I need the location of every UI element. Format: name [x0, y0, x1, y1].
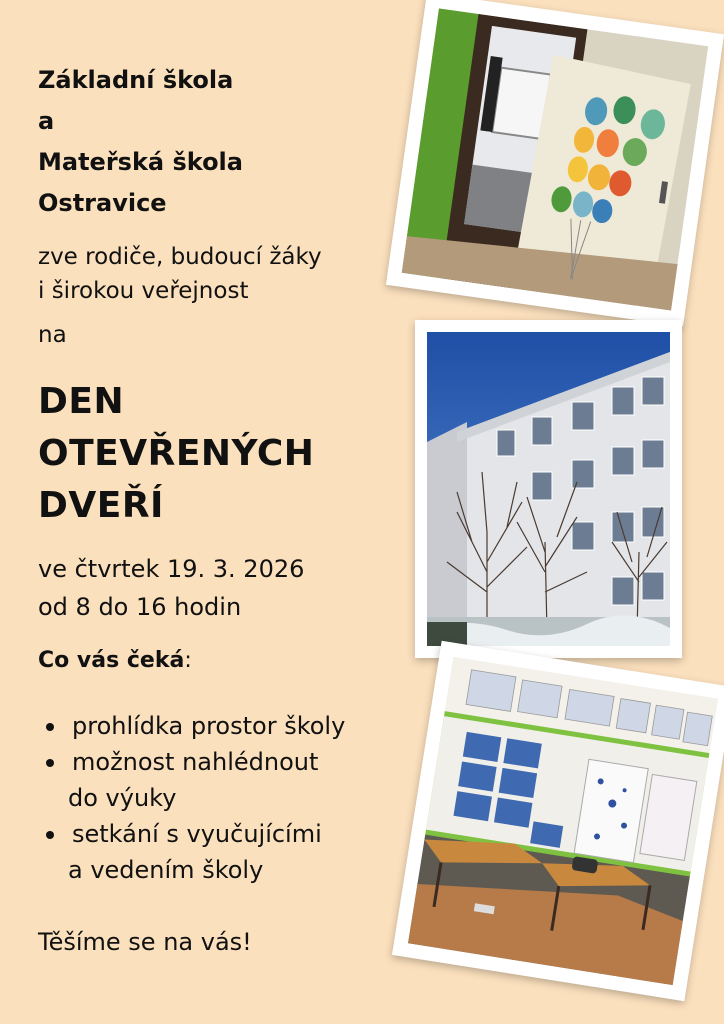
- classroom-photo-image: [408, 657, 718, 985]
- invitation-text: [38, 240, 322, 308]
- event-hours: od 8 do 16 hodin: [38, 593, 242, 621]
- event-title-line: DVEŘÍ: [38, 485, 164, 526]
- list-item: [40, 744, 345, 816]
- door-photo: [386, 0, 724, 326]
- classroom-photo: [392, 641, 724, 1001]
- list-item-text: do výuky: [68, 784, 177, 812]
- program-list: [40, 708, 345, 888]
- list-item-text: možnost nahlédnout: [72, 748, 319, 776]
- building-photo: [415, 320, 682, 658]
- school-name-line: Ostravice: [38, 189, 167, 217]
- list-item-text: a vedením školy: [68, 856, 264, 884]
- school-name-line: Základní škola: [38, 66, 234, 94]
- event-title-line: OTEVŘENÝCH: [38, 433, 315, 474]
- invitation-line: zve rodiče, budoucí žáky: [38, 244, 322, 270]
- list-item: [40, 708, 345, 744]
- door-photo-image: [402, 8, 709, 310]
- school-name-line: a: [38, 107, 55, 135]
- program-heading: [38, 648, 192, 673]
- program-colon: :: [184, 648, 192, 673]
- event-title: [38, 376, 314, 532]
- closing-text: Těšíme se na vás!: [38, 928, 252, 956]
- school-name: [38, 60, 243, 224]
- event-time: [38, 550, 304, 626]
- event-title-line: DEN: [38, 381, 125, 422]
- event-date: ve čtvrtek 19. 3. 2026: [38, 555, 305, 583]
- invitation-line: i širokou veřejnost: [38, 278, 249, 304]
- list-item-text: prohlídka prostor školy: [72, 712, 346, 740]
- list-item: [40, 816, 345, 888]
- building-photo-image: [427, 332, 670, 646]
- list-item-text: setkání s vyučujícími: [72, 820, 322, 848]
- invitation-na: na: [38, 322, 67, 348]
- program-title: Co vás čeká: [38, 648, 185, 673]
- school-name-line: Mateřská škola: [38, 148, 243, 176]
